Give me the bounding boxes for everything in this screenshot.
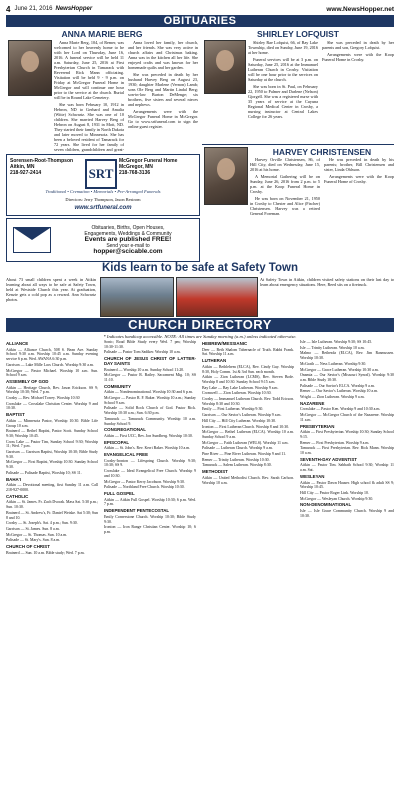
obit-photo-christensen — [204, 147, 248, 205]
church-directory-note: * Indicates handicap accessible. NOTE: All times are Sunday morning (a.m.) unless indicated otherwise. — [103, 334, 297, 339]
church-entry: Palisade — Solid Rock Church of God. Pastor Rick. Worship 10:30 a.m.; Sun. 6:30 p.m. — [104, 406, 196, 416]
church-directory-banner: CHURCH DIRECTORY — [6, 318, 394, 332]
obit-photo-lofquist — [204, 40, 246, 94]
church-entry: McGregor — Pastor Kerry Jacobson. Worship 9:30. — [104, 479, 185, 484]
church-section-heading: BAPTIST — [6, 412, 25, 418]
church-entry: Onamia — Our Savior's (Missouri Synod). Worship 9:30 a.m. Bible Study 10:30. — [300, 373, 394, 382]
church-entry: Hill City — Hill City Lutheran. Worship 10:30. — [202, 418, 277, 423]
church-section-heading: FULL GOSPEL — [104, 490, 135, 496]
church-entry: Aitkin — First UCC, Rev. Jon Sundberg. Worship 10:30. — [104, 433, 193, 438]
obit1-paragraph: She was born February 10, 1912 in Hebron, ND to Gerhard and Amalia (Witte) Schwartz. She was one of 10 children. She married Harvey Berg of Hebron on August 8, 1931 in Mott, ND. They started their family in North Dakota and later moved to Minnesota. She has been a beloved resident of Tamarack for 72 years. She lived for her family of seven children, grandchildren and great- — [54, 102, 124, 152]
church-entry: Brainerd — Bethel Baptist, Pastor Scott. Sunday School 9:30; Worship 10:45. — [6, 429, 98, 438]
church-entry: Cross Lake — Pastor Tim, Sunday School 9:30; Worship 11; Wed. 7 p.m. — [6, 439, 98, 449]
church-entry: Brainerd — Worship 10 a.m. Sunday School 11:20. — [104, 367, 185, 372]
funeral-home-right-city: McGregor, MN — [119, 164, 153, 170]
obit2-paragraph: Funeral services will be at 3 p.m. on Saturday, June 25, 2016 at the Immanuel Lutheran Church in Crosby. Visitation will be one hour prior to the services on Saturday at the church. — [248, 57, 318, 82]
notice-email[interactable]: hopper@scicable.com — [93, 248, 163, 255]
notice-line-1: Obituaries, Births, Open Houses, — [91, 225, 165, 231]
obit3-paragraph: He was born on November 21, 1950 in Crosby to Chester and Alice (Fischer) Christensen. Harvey was a retired General Foreman. — [250, 196, 320, 216]
church-section-heading: HEBREW/MESSIANIC — [202, 341, 248, 346]
church-entry: Emily Cornerstone Church. Worship 10:30; Bible Study 9:30. — [104, 514, 196, 524]
church-entry: Aitkin — St. John's. Rev. Kerri Baker. Worship 10 a.m. — [104, 446, 191, 451]
paper-url[interactable]: www.NewsHopper.net — [326, 5, 394, 13]
notice-line-3: Events are published FREE! — [84, 236, 172, 243]
church-entry: Sonic; Road Bible Study every Wed. 7 pm; Worship 10:30-11:30. — [104, 340, 196, 349]
church-entry: Aitkin — United Methodist Church. Rev. Sarah Carlson. Worship 10 a.m. — [202, 475, 294, 485]
funeral-home-right-phone: 218-768-3136 — [119, 170, 151, 176]
paper-name: NewsHopper — [55, 6, 93, 12]
obit-divider — [202, 144, 394, 145]
church-section-heading: CHURCH OF JESUS CHRIST OF LATTER-DAY SAINTS — [104, 356, 196, 366]
safety-photo-left — [100, 277, 174, 317]
church-entry: Garrison — Our Savior's Lutheran. Worship 9 a.m. — [202, 413, 282, 418]
obit3-paragraph: A Memorial Gathering will be on Sunday, June 26, 2016 from 2 p.m. to 5 p.m. at the Koop Funeral Home in Crosby. — [250, 174, 320, 194]
church-entry: McGregor — Faith Lutheran (WELS). Worship 11 a.m. — [202, 440, 289, 445]
church-section-heading: ASSEMBLY OF GOD — [6, 378, 49, 384]
obit-text-berg-cont — [128, 40, 198, 152]
church-section-heading: CATHOLIC — [6, 493, 29, 499]
church-entry: Aitkin — Zion Lutheran (LCMS), Rev. Steven Bode. Worship 8 and 10:30. Sunday School 9:15 a.m. — [202, 375, 294, 384]
church-entry: McGregor — First Baptist, Worship 10:30. Sunday School 9:30. — [6, 460, 98, 470]
obituaries-banner: OBITUARIES — [6, 15, 394, 27]
church-entry: Tamarack — Tamarack Community. Worship 10 a.m. Sunday School 9. — [104, 416, 196, 426]
church-entry: Garrison — St. James. Sun. 8 a.m. — [6, 526, 60, 531]
church-column-2 — [104, 340, 196, 786]
church-entry: McGrath — Ness Lutheran. Worship 9:30. — [300, 361, 367, 366]
church-entry: Aitkin — Alliance Church, 508 S. Bean Ave. Sunday School 9:30 a.m. Worship 10:45 a.m. Sunday evening service 6 p.m. Wed. AWANA 6:30 p.m. — [6, 347, 98, 362]
obit-text-berg — [54, 40, 124, 152]
church-entry: Emily — First Lutheran. Worship 9:30. — [202, 407, 264, 412]
obit1-paragraph: Arrangements were with the McGregor Funeral Home in McGregor. Go to www.srtfuneral.com to sign the online guest register. — [128, 109, 198, 129]
church-entry: McGregor — McGregor Church of the Nazarene. Worship 11 a.m. — [300, 413, 394, 422]
funeral-home-directors: Directors: Jerry Thompson, Jason Bestrom — [65, 197, 141, 202]
church-entry: Remer — First Presbyterian. Worship 9 a.m. — [300, 440, 370, 445]
church-entry: Hill City — Pastor Roger Link. Worship 10. — [300, 490, 369, 495]
church-entry: Isle — Trinity Lutheran. Worship 10 a.m. — [300, 345, 365, 350]
safety-caption-right: At Safety Town in Aitkin, children visited safety stations on their last day to learn about emergency situations. Here, Reed sits on a firetruck. — [260, 277, 394, 287]
funeral-home-url[interactable]: www.srtfuneral.com — [74, 205, 132, 211]
notice-line-2: Engagements, Weddings & Community — [84, 231, 172, 237]
church-entry: Tamarack — First Presbyterian. Rev. Rick Mann. Worship 10 a.m. — [300, 446, 394, 456]
funeral-home-tagline: Traditional • Cremation • Memorials • Pre-Arranged Funerals — [45, 189, 161, 194]
church-entry: McGregor — Wesleyan Church. Worship 9:30. — [300, 496, 374, 501]
church-entry: Aitkin — Minnesota Pastor, Worship 10:30. Bible Life Group 10 a.m. — [6, 418, 98, 428]
church-entry: Crosby — St. Joseph's. Sat. 4 p.m.; Sun. 9:30. — [6, 521, 78, 526]
obit-photo-berg — [8, 40, 52, 96]
obit-name-lofquist: SHIRLEY LOFQUIST — [256, 29, 340, 39]
safety-town-headline: Kids learn to be safe at Safety Town — [102, 262, 298, 274]
church-section-heading: ALLIANCE — [6, 341, 29, 346]
church-entry: Pine River — Pine River Lutheran. Worship 9 and 11. — [202, 452, 287, 457]
church-entry: Crosslake — Ideal Evangelical Free Church. Worship 9 and 10:30. — [104, 469, 196, 478]
church-entry: Palisade — Palisade Baptist, Worship 10; SS 11. — [6, 470, 82, 475]
funeral-home-ad — [6, 154, 200, 216]
srt-logo: SRT — [85, 159, 117, 189]
church-entry: Isle — Isle Lutheran. Worship 9:30; SS 10:45. — [300, 340, 373, 344]
funeral-home-left-name: Sorensen-Root-Thompson — [10, 158, 74, 164]
church-entry: Palisade — Our Savior's ELCA. Worship 9 a.m. — [300, 383, 375, 388]
church-section-heading: PRESBYTERIAN — [300, 423, 335, 429]
church-entry: McGregor — Pastor R. Bailey. Sacrament Mtg. 10; SS 11:10. — [104, 373, 196, 382]
obit-text-lofquist-cont — [322, 40, 394, 142]
church-section-heading: LUTHERAN — [202, 358, 227, 364]
church-section-heading: WESLEYAN — [300, 473, 325, 479]
safety-photo-right — [176, 277, 258, 317]
church-entry: Crosby-Ironton — Lifespring Church. Worship 9:30; 10:30; SS 9. — [104, 458, 196, 468]
church-entry: Crosby — Rev. Michael Torrey. Worship 10:30 — [6, 396, 80, 401]
church-entry: Tamarack — Salem Lutheran. Worship 8:30. — [202, 463, 272, 468]
church-section-heading: EVANGELICAL FREE — [104, 452, 148, 458]
obit3-paragraph: Harvey Orville Christensen, 86, of Hill City, died on Wednesday, June 15, 2016 at his home. — [250, 157, 320, 172]
obit-text-christensen-cont — [324, 157, 394, 259]
funeral-home-right-name: McGregor Funeral Home — [119, 158, 178, 164]
church-entry: Malmo — Bethesda (ELCA), Rev. Jim Rasmussen. Worship 10:30. — [300, 351, 394, 361]
church-entry: Aitkin — First Presbyterian. Worship 10:30; Sunday School 9:15. — [300, 430, 394, 439]
envelope-icon — [13, 227, 51, 253]
church-entry: Palisade — St. Mary's. Sun. 8 a.m. — [6, 538, 61, 543]
church-entry: Palisade — Northland Free Church. Worship 10:30. — [104, 485, 185, 490]
safety-caption-left: About 73 small children spent a week in Aitkin learning about all ways to be safe at Safety Town, held at Westside Church this year. At graduation, Kenzie gets a cold pop as a reward. Ann Schwartz photos. — [6, 277, 96, 302]
church-section-heading: BAHA'I — [6, 476, 21, 482]
page-number: 4 — [6, 4, 11, 14]
church-entry: McGregor — Pastor Michael. Worship 10 a.m. Sun. School 9 a.m. — [6, 368, 98, 378]
church-section-heading: INDEPENDENT PENTECOSTAL — [104, 508, 170, 514]
church-entry: Palisade — Lutheran Church. Worship 9 a.m. — [202, 446, 273, 451]
church-column-1 — [6, 340, 98, 786]
obit2-paragraph: Arrangements were with the Koop Funeral Home in Crosby. — [322, 52, 394, 62]
church-entry: Aitkin — Devotional meeting, first Sunday 11 a.m. Call 218-927-0000. — [6, 483, 98, 492]
church-entry: Garrison — Lake Mille Lacs Church. Worship 9:30 a.m. — [6, 362, 94, 367]
church-entry: Aitkin — Bethlehem (ELCA), Rev. Cindy Guy. Worship 8:30, Holy Comm. 1st & 3rd Sun. each month. — [202, 364, 294, 374]
church-entry: Aitkin — Aitkin Full Gospel. Worship 10:30; 6 p.m. Wed. 7 p.m. — [104, 497, 196, 507]
funeral-home-left-city: Aitkin, MN — [10, 164, 35, 170]
obit1-paragraph: Anna Marie Berg, 104, of Remer, was welcomed to her heavenly home to be with her Lord on Thursday, June 16, 2016. A funeral service will be held 11 a.m. Saturday, June 25, 2016 at First Presbyterian Church in Tamarack with Reverend Rick Mann officiating. Visitation will be held 9 - 9 p.m. on Friday at McGregor Funeral Home in McGregor and will continue one hour prior to the service at the church. Burial will be in Round Lake Cemetery. — [54, 40, 124, 100]
church-entry: Aitkin — St. James. Fr. Zach Dvorak. Mass Sat. 5:30 p.m.; Sun. 10:30. — [6, 500, 98, 510]
church-entry: Crosslake — Crosslake Christian Center. Worship 9 and 10:30. — [6, 401, 98, 411]
obit3-paragraph: He was preceded in death by his parents; brother, Bill Christensen and sister, Linda Ohlsson. — [324, 157, 394, 172]
church-section-heading: COMMUNITY — [104, 383, 132, 389]
church-section-heading: CHURCH OF CHRIST — [6, 544, 50, 550]
church-entry: Cromwell — Zion Lutheran. Worship 10:30. — [202, 391, 272, 396]
church-entry: Bay Lake — Bay Lake Lutheran. Worship 9 a.m. — [202, 385, 279, 390]
church-entry: Brainerd — St. Andrew's, Fr. Daniel Weiske. Sat 5:30; Sun 8 and 10. — [6, 510, 98, 520]
church-entry: Remer — Our Savior's Lutheran. Worship 10 a.m. — [300, 389, 379, 394]
church-entry: McGregor — Bethel Lutheran (ELCA). Worship 10 a.m. Sunday School 9 a.m. — [202, 430, 294, 439]
church-section-heading: EPISCOPAL — [104, 439, 130, 445]
notice-line-4: Send your e-mail to — [106, 243, 150, 249]
church-column-3 — [202, 340, 294, 786]
church-section-heading: CONGREGATIONAL — [104, 427, 146, 433]
church-entry: Garrison — Garrison Baptist, Worship 10:30; Bible Study 9:30. — [6, 450, 98, 459]
church-entry: Aitkin — Pastor Dawn Hauser. High school & adult SS 9; Worship 10:45. — [300, 480, 394, 490]
funeral-home-left — [10, 158, 80, 176]
church-section-heading: SEVENTH-DAY ADVENTIST — [300, 456, 357, 462]
obit-text-christensen — [250, 157, 320, 259]
church-entry: Remer — Trinity Lutheran. Worship 10:30. — [202, 457, 270, 462]
church-entry: Crosby — Immanuel Lutheran Church. Rev. Todd Ericson. Worship 8:30 and 10:30. — [202, 397, 294, 406]
church-entry: Aitkin — Nondenominational. Worship 10:30 and 6 p.m. — [104, 390, 193, 395]
church-entry: Isle — Isle Grace Community Church. Worship 9 and 10:30. — [300, 509, 394, 518]
church-entry: McGregor — St. Thomas. Sun. 10 a.m. — [6, 532, 68, 537]
church-entry: McGregor — Pastor R. F. Baker. Worship 10 a.m.; Sunday School 9 a.m. — [104, 396, 196, 405]
church-entry: Ironton — First Lutheran Church. Worship 8 and 10:30. — [202, 424, 290, 429]
church-entry: McGregor — Grace Lutheran. Worship 10:30 a.m. — [300, 367, 379, 372]
church-entry: Palisade — Pastor Tom Sadiker. Worship 10 a.m. — [104, 350, 181, 355]
church-entry: Ironton — Iron Range Christian Center. Worship 10; 6 p.m. — [104, 525, 196, 534]
obit2-paragraph: She was born in St. Paul, on February 22, 1950 to Palmer and Darlene (Nelson) Gjorgell. She was a registered nurse with 35 years of service at the Cuyuna Regional Medical Center in Crosby, a nursing instructor at Central Lakes College for 26 years. — [248, 84, 318, 119]
church-section-heading: NON-DENOMINATIONAL — [300, 502, 352, 508]
funeral-home-right — [119, 158, 195, 176]
church-entry: Deer — Beth Shalom Tabernacle of Truth. Rabbi Frank. Sat. Worship 11 a.m. — [202, 347, 294, 357]
church-section-heading: METHODIST — [202, 469, 228, 475]
free-notices-box — [6, 218, 200, 262]
obit1-paragraph: She was preceded in death by her husband Harvey Berg on August 23, 1930; daughter Marlene (Vernon) Lamb; sons Ole Berg and Martin Lindal Berg; son-in-law Burton DeMenge; six brothers, five sisters and several nieces and nephews. — [128, 72, 198, 107]
obit-name-berg: ANNA MARIE BERG — [61, 29, 143, 39]
obit2-paragraph: She was preceded in death by her parents and son, Gregory Lofquist. — [322, 40, 394, 50]
church-entry: Brainerd — Sun. 10 a.m. Bible study; Wed. 7 p.m. — [6, 550, 85, 555]
obit3-paragraph: Arrangements were with the Koop Funeral Home of Crosby. — [324, 174, 394, 184]
church-entry: Crosslake — Pastor Ken. Worship 9 and 10:30 a.m. — [300, 407, 381, 412]
church-section-heading: NAZARENE — [300, 400, 325, 406]
page-header — [6, 4, 394, 14]
issue-date: June 21, 2016 — [14, 6, 53, 12]
obit1-paragraph: Anna loved her family, her church, and her friends. She was very active in church affairs and Christmas baking. Anna was in the kitchen all her life. She enjoyed crafts and was known for her homemade quilts and her garden. — [128, 40, 198, 70]
church-column-4 — [300, 340, 394, 786]
church-entry: Wright — Zion Lutheran. Worship 9 a.m. — [300, 395, 365, 400]
obit2-paragraph: Shirley Rae Lofquist, 66, of Bay Lake Township, died on Sunday, June 19, 2016 at her home. — [248, 40, 318, 55]
church-entry: Aitkin — Heritage Church, Rev. Jason Erickson. SS 9; Worship 10:30; Wed. 7 p.m. — [6, 385, 98, 395]
obit-text-lofquist — [248, 40, 318, 142]
obit-name-christensen: HARVEY CHRISTENSEN — [272, 147, 372, 157]
free-notices-text — [57, 225, 199, 255]
funeral-home-left-phone: 218-927-2414 — [10, 170, 42, 176]
church-entry: Aitkin — Pastor Tim. Sabbath School 9:30; Worship 11 a.m. Sat. — [300, 463, 394, 473]
